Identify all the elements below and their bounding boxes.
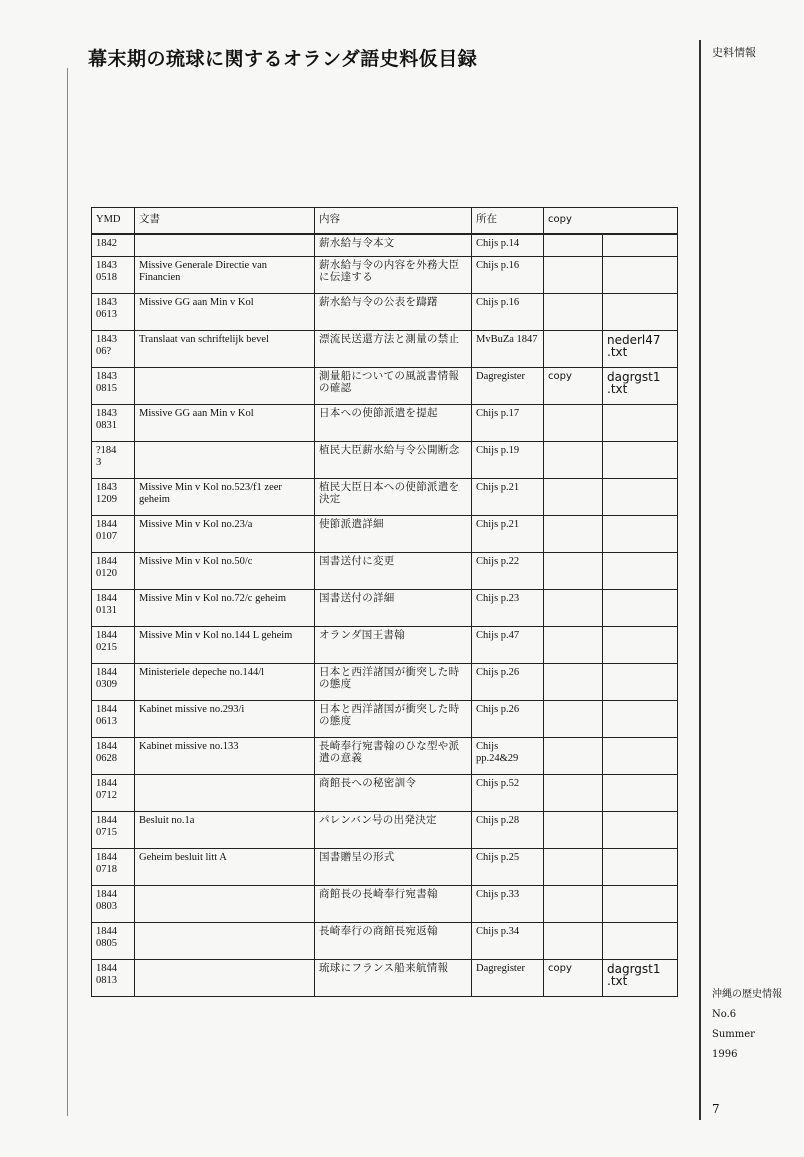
cell-location (472, 404, 544, 441)
cell-file (603, 663, 678, 700)
cell-copy (544, 626, 603, 663)
table-row (92, 256, 678, 293)
cell-location-text: MvBuZa 1847 (476, 333, 538, 345)
cell-location (472, 626, 544, 663)
cell-ymd-monthday: 0107 (96, 530, 117, 542)
cell-copy (544, 700, 603, 737)
cell-content (315, 589, 472, 626)
cell-content-text: 日本への使節派遣を提起 (319, 407, 438, 419)
cell-copy (544, 959, 603, 996)
cell-content (315, 515, 472, 552)
cell-copy (544, 663, 603, 700)
header-ymd: YMD (92, 208, 135, 235)
cell-ymd-monthday: 0215 (96, 641, 117, 653)
cell-document (135, 700, 315, 737)
cell-location-text: Dagregister (476, 370, 525, 382)
cell-file (603, 404, 678, 441)
cell-ymd-monthday: 0718 (96, 863, 117, 875)
cell-content (315, 367, 472, 404)
header-document: 文書 (135, 208, 315, 235)
catalog-table (91, 207, 678, 997)
cell-location (472, 234, 544, 256)
cell-copy (544, 256, 603, 293)
cell-ymd-year: 1844 (96, 814, 117, 826)
cell-ymd-year: 1844 (96, 666, 117, 678)
section-label: 史料情報 (712, 46, 756, 59)
cell-file (603, 589, 678, 626)
cell-location-text: Dagregister (476, 962, 525, 974)
cell-content (315, 256, 472, 293)
cell-location (472, 293, 544, 330)
table-row (92, 293, 678, 330)
cell-content (315, 663, 472, 700)
cell-location (472, 959, 544, 996)
cell-document (135, 515, 315, 552)
cell-document (135, 663, 315, 700)
cell-copy (544, 737, 603, 774)
cell-location (472, 367, 544, 404)
cell-content-text: 薪水給与令の公表を躊躇 (319, 296, 438, 308)
cell-content (315, 404, 472, 441)
journal-issue: No.6 (712, 1009, 737, 1020)
cell-document-text: Missive Min v Kol no.523/f1 zeer geheim (139, 481, 282, 505)
cell-ymd (92, 552, 135, 589)
table-row (92, 737, 678, 774)
cell-ymd-year: 1844 (96, 925, 117, 937)
table-row (92, 478, 678, 515)
cell-location-text: Chijs p.33 (476, 888, 520, 900)
cell-file (603, 774, 678, 811)
table-row (92, 515, 678, 552)
cell-ymd-monthday: 0805 (96, 937, 117, 949)
journal-name: 沖縄の歴史情報 (712, 989, 782, 1000)
table-row (92, 330, 678, 367)
cell-location-text: Chijs p.14 (476, 238, 520, 249)
cell-copy-text: copy (548, 962, 572, 974)
cell-location (472, 811, 544, 848)
cell-file (603, 515, 678, 552)
cell-ymd-year: 1843 (96, 296, 117, 308)
page-title: 幕末期の琉球に関するオランダ語史料仮目録 (88, 48, 478, 70)
cell-location-text: Chijs p.28 (476, 814, 520, 826)
cell-ymd-monthday: 0813 (96, 974, 117, 986)
cell-copy (544, 515, 603, 552)
cell-content-text: 商館長への秘密訓令 (319, 777, 417, 789)
cell-location (472, 885, 544, 922)
cell-content (315, 959, 472, 996)
cell-content-text: パレンバン号の出発決定 (319, 814, 437, 826)
cell-ymd (92, 404, 135, 441)
cell-content (315, 234, 472, 256)
cell-document (135, 552, 315, 589)
cell-content-text: 国書贈呈の形式 (319, 851, 395, 863)
cell-ymd-monthday: 0815 (96, 382, 117, 394)
cell-ymd-monthday: 1209 (96, 493, 117, 505)
cell-document (135, 811, 315, 848)
cell-ymd-year: 1843 (96, 370, 117, 382)
cell-ymd-monthday: 06? (96, 345, 112, 357)
cell-copy (544, 552, 603, 589)
cell-content-text: 国書送付の詳細 (319, 592, 395, 604)
cell-content (315, 737, 472, 774)
journal-info (712, 985, 782, 1065)
cell-copy (544, 589, 603, 626)
cell-document-text: Geheim besluit litt A (139, 851, 227, 863)
cell-document (135, 404, 315, 441)
header-content: 内容 (315, 208, 472, 235)
cell-location-text: Chijs p.34 (476, 925, 520, 937)
cell-file (603, 959, 678, 996)
cell-document (135, 848, 315, 885)
cell-document-text: Besluit no.1a (139, 814, 195, 826)
cell-content-text: 植民大臣日本への使節派遣を決定 (319, 481, 460, 505)
cell-location-text: Chijs p.21 (476, 481, 520, 493)
cell-document-text: Kabinet missive no.133 (139, 740, 239, 752)
cell-file (603, 922, 678, 959)
cell-location-text: Chijs p.16 (476, 259, 520, 271)
cell-location-text: Chijs p.22 (476, 555, 520, 567)
right-margin-rule (699, 40, 701, 1120)
cell-content-text: 漂流民送還方法と測量の禁止 (319, 333, 460, 345)
cell-content-text: 植民大臣薪水給与令公開断念 (319, 444, 460, 456)
cell-copy (544, 330, 603, 367)
cell-document-text: Missive Min v Kol no.144 L geheim (139, 629, 293, 641)
cell-ymd-monthday: 0831 (96, 419, 117, 431)
cell-document (135, 774, 315, 811)
cell-content-text: 薪水給与令本文 (319, 238, 395, 249)
cell-copy (544, 367, 603, 404)
cell-content-text: 琉球にフランス船来航情報 (319, 962, 449, 974)
cell-document-text: Missive Min v Kol no.23/a (139, 518, 253, 530)
cell-location-text: Chijs p.47 (476, 629, 520, 641)
cell-file (603, 737, 678, 774)
cell-content (315, 700, 472, 737)
cell-ymd-monthday: 0518 (96, 271, 117, 283)
table-row (92, 626, 678, 663)
cell-ymd-year: 1843 (96, 481, 117, 493)
cell-location-text: Chijs p.16 (476, 296, 520, 308)
cell-ymd-year: 1843 (96, 407, 117, 419)
cell-ymd (92, 330, 135, 367)
cell-location-text: Chijs p.52 (476, 777, 520, 789)
cell-content (315, 626, 472, 663)
table-row (92, 663, 678, 700)
cell-copy (544, 293, 603, 330)
cell-content-text: 使節派遣詳細 (319, 518, 384, 530)
cell-location-text: Chijs p.26 (476, 666, 520, 678)
cell-ymd (92, 589, 135, 626)
cell-copy (544, 848, 603, 885)
cell-ymd (92, 737, 135, 774)
cell-document-text: Missive Min v Kol no.50/c (139, 555, 253, 567)
cell-content-text: 国書送付に変更 (319, 555, 395, 567)
cell-file (603, 848, 678, 885)
cell-copy (544, 404, 603, 441)
cell-file (603, 367, 678, 404)
cell-file (603, 293, 678, 330)
cell-location-text: Chijs p.26 (476, 703, 520, 715)
cell-location (472, 552, 544, 589)
cell-content (315, 330, 472, 367)
cell-content (315, 811, 472, 848)
journal-season: Summer (712, 1029, 755, 1040)
cell-ymd-year: 1844 (96, 962, 117, 974)
cell-content-text: 長崎奉行宛書翰のひな型や派遣の意義 (319, 740, 460, 764)
cell-ymd (92, 959, 135, 996)
table-row (92, 552, 678, 589)
cell-ymd-year: 1844 (96, 888, 117, 900)
table-row (92, 922, 678, 959)
cell-ymd (92, 848, 135, 885)
cell-copy (544, 811, 603, 848)
cell-ymd-year: 1844 (96, 518, 117, 530)
cell-content-text: 薪水給与令の内容を外務大臣に伝達する (319, 259, 460, 283)
cell-ymd-year: ?184 (96, 444, 117, 456)
cell-location-text: Chijs pp.24&29 (476, 740, 519, 764)
cell-document-text: Missive Generale Directie van Financien (139, 259, 267, 283)
cell-file (603, 811, 678, 848)
cell-location-text: Chijs p.17 (476, 407, 520, 419)
table-row (92, 441, 678, 478)
cell-copy (544, 885, 603, 922)
cell-ymd-year: 1844 (96, 555, 117, 567)
cell-document (135, 256, 315, 293)
cell-ymd-year: 1844 (96, 629, 117, 641)
cell-location (472, 515, 544, 552)
table-row (92, 811, 678, 848)
cell-document-text: Missive Min v Kol no.72/c geheim (139, 592, 286, 604)
table-header-row (92, 208, 678, 235)
cell-ymd-monthday: 0120 (96, 567, 117, 579)
cell-ymd-monthday: 0613 (96, 715, 117, 727)
cell-document (135, 626, 315, 663)
table-row (92, 885, 678, 922)
header-copy: copy (544, 208, 678, 235)
cell-copy (544, 478, 603, 515)
table-row (92, 367, 678, 404)
cell-document (135, 234, 315, 256)
cell-ymd (92, 811, 135, 848)
cell-content-text: 商館長の長崎奉行宛書翰 (319, 888, 438, 900)
cell-content (315, 885, 472, 922)
table-row (92, 589, 678, 626)
cell-ymd-monthday: 0613 (96, 308, 117, 320)
cell-file (603, 626, 678, 663)
cell-ymd (92, 774, 135, 811)
cell-ymd (92, 515, 135, 552)
cell-ymd (92, 367, 135, 404)
cell-document (135, 885, 315, 922)
cell-copy (544, 774, 603, 811)
cell-copy (544, 441, 603, 478)
cell-ymd (92, 293, 135, 330)
cell-document (135, 367, 315, 404)
cell-content-text: 測量船についての風説書情報の確認 (319, 370, 460, 394)
cell-copy (544, 234, 603, 256)
cell-file (603, 234, 678, 256)
cell-location-text: Chijs p.25 (476, 851, 520, 863)
cell-file (603, 700, 678, 737)
cell-location (472, 478, 544, 515)
cell-ymd (92, 922, 135, 959)
cell-content (315, 441, 472, 478)
cell-content (315, 293, 472, 330)
cell-ymd-monthday: 0131 (96, 604, 117, 616)
table-body (92, 234, 678, 996)
cell-file (603, 478, 678, 515)
cell-content-text: 長崎奉行の商館長宛返翰 (319, 925, 438, 937)
cell-document (135, 589, 315, 626)
cell-location-text: Chijs p.23 (476, 592, 520, 604)
cell-document-text: Translaat van schriftelijk bevel (139, 333, 269, 345)
cell-ymd (92, 234, 135, 256)
cell-content (315, 774, 472, 811)
cell-location (472, 848, 544, 885)
cell-ymd-monthday: 0803 (96, 900, 117, 912)
cell-location (472, 589, 544, 626)
cell-ymd (92, 256, 135, 293)
cell-location (472, 441, 544, 478)
cell-document (135, 478, 315, 515)
cell-ymd-year: 1844 (96, 777, 117, 789)
cell-file (603, 885, 678, 922)
cell-ymd (92, 626, 135, 663)
cell-ymd-year: 1844 (96, 740, 117, 752)
table-row (92, 774, 678, 811)
cell-location (472, 774, 544, 811)
cell-document (135, 330, 315, 367)
cell-location-text: Chijs p.19 (476, 444, 520, 456)
cell-document-text: Missive GG aan Min v Kol (139, 296, 254, 308)
cell-ymd-year: 1844 (96, 592, 117, 604)
cell-file-text: dagrgst1 .txt (607, 369, 661, 396)
cell-document (135, 737, 315, 774)
cell-document-text: Missive GG aan Min v Kol (139, 407, 254, 419)
cell-document (135, 959, 315, 996)
table-row (92, 404, 678, 441)
cell-ymd (92, 663, 135, 700)
table-row (92, 234, 678, 256)
cell-ymd (92, 700, 135, 737)
cell-ymd (92, 441, 135, 478)
page-number: 7 (712, 1102, 720, 1116)
left-margin-rule (67, 68, 68, 1116)
cell-file (603, 256, 678, 293)
cell-ymd-year: 1843 (96, 333, 117, 345)
cell-document (135, 293, 315, 330)
table-row (92, 848, 678, 885)
cell-ymd-monthday: 3 (96, 456, 102, 468)
cell-document (135, 922, 315, 959)
cell-location (472, 330, 544, 367)
cell-document (135, 441, 315, 478)
cell-content-text: オランダ国王書翰 (319, 629, 405, 641)
cell-location-text: Chijs p.21 (476, 518, 520, 530)
cell-file-text: nederl47 .txt (607, 332, 661, 359)
cell-document-text: Ministeriele depeche no.144/l (139, 666, 265, 678)
cell-ymd-monthday: 0715 (96, 826, 117, 838)
cell-file (603, 552, 678, 589)
header-location: 所在 (472, 208, 544, 235)
cell-content (315, 478, 472, 515)
cell-ymd-year: 1844 (96, 851, 117, 863)
cell-ymd-year: 1843 (96, 259, 117, 271)
cell-file (603, 330, 678, 367)
cell-file (603, 441, 678, 478)
cell-content (315, 848, 472, 885)
cell-content-text: 日本と西洋諸国が衝突した時の態度 (319, 666, 460, 690)
cell-ymd-year: 1844 (96, 703, 117, 715)
cell-ymd-monthday: 0309 (96, 678, 117, 690)
cell-ymd (92, 478, 135, 515)
cell-copy (544, 922, 603, 959)
cell-file-text: dagrgst1 .txt (607, 961, 661, 988)
cell-ymd-monthday: 0628 (96, 752, 117, 764)
cell-location (472, 922, 544, 959)
cell-copy-text: copy (548, 370, 572, 382)
cell-location (472, 663, 544, 700)
cell-content (315, 552, 472, 589)
cell-location (472, 737, 544, 774)
cell-ymd (92, 885, 135, 922)
cell-ymd-year: 1842 (96, 238, 117, 249)
cell-content (315, 922, 472, 959)
table-row (92, 959, 678, 996)
journal-year: 1996 (712, 1049, 738, 1060)
cell-location (472, 256, 544, 293)
cell-content-text: 日本と西洋諸国が衝突した時の態度 (319, 703, 460, 727)
table-row (92, 700, 678, 737)
cell-location (472, 700, 544, 737)
cell-ymd-monthday: 0712 (96, 789, 117, 801)
cell-document-text: Kabinet missive no.293/i (139, 703, 245, 715)
